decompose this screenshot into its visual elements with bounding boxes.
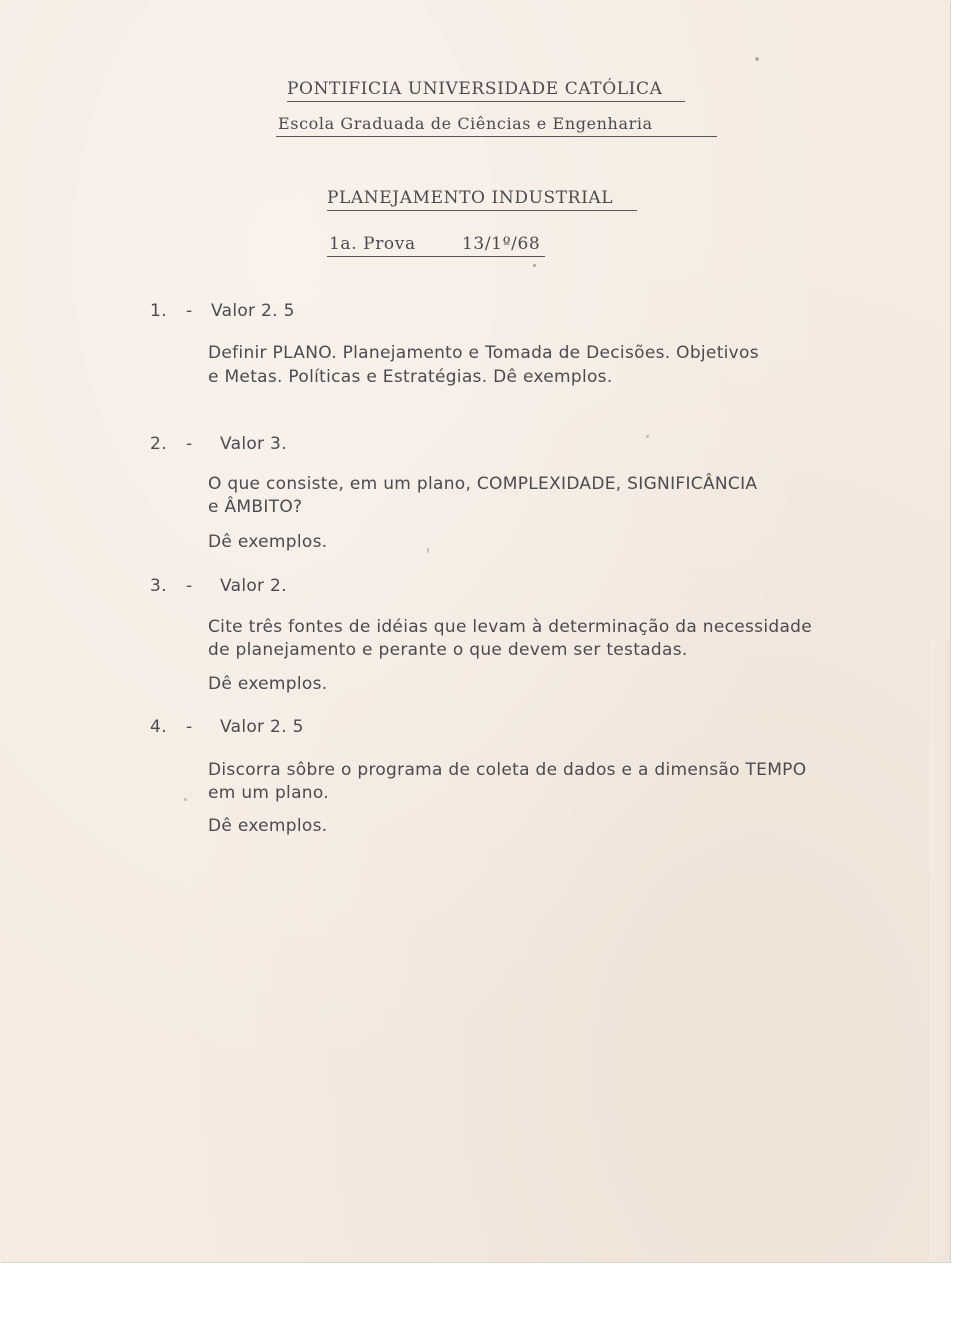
university-name: PONTIFICIA UNIVERSIDADE CATÓLICA bbox=[287, 79, 663, 99]
question-1-value: Valor 2. 5 bbox=[211, 301, 295, 321]
university-underline bbox=[287, 101, 685, 102]
exam-label: 1a. Prova bbox=[329, 234, 416, 254]
school-name: Escola Graduada de Ciências e Engenharia bbox=[278, 114, 653, 133]
question-4-line-2: em um plano. bbox=[208, 783, 329, 803]
question-3-line-2: de planejamento e perante o que devem ser testadas. bbox=[208, 640, 688, 660]
question-2-line-2: e ÂMBITO? bbox=[208, 497, 303, 517]
question-2-examples: Dê exemplos. bbox=[208, 532, 328, 552]
question-2-dash: - bbox=[186, 434, 193, 454]
question-4-line-1: Discorra sôbre o programa de coleta de dados e a dimensão TEMPO bbox=[208, 760, 807, 780]
question-4-examples: Dê exemplos. bbox=[208, 816, 328, 836]
question-1-dash: - bbox=[186, 301, 193, 321]
question-4-dash: - bbox=[186, 717, 193, 737]
school-underline bbox=[276, 136, 717, 137]
paper-edge bbox=[930, 640, 950, 1260]
course-underline bbox=[327, 210, 637, 211]
question-3-dash: - bbox=[186, 576, 193, 596]
question-3-value: Valor 2. bbox=[220, 576, 287, 596]
paper-speck bbox=[427, 548, 429, 553]
question-1-line-1: Definir PLANO. Planejamento e Tomada de Decisões. Objetivos bbox=[208, 343, 759, 363]
paper-speck bbox=[646, 435, 649, 438]
question-3-line-1: Cite três fontes de idéias que levam à determinação da necessidade bbox=[208, 617, 813, 637]
question-2-line-1: O que consiste, em um plano, COMPLEXIDADE, SIGNIFICÂNCIA bbox=[208, 474, 758, 494]
paper-speck bbox=[533, 264, 536, 267]
paper-speck bbox=[184, 798, 187, 801]
question-2-number: 2. bbox=[150, 434, 167, 454]
question-1-line-2: e Metas. Políticas e Estratégias. Dê exemplos. bbox=[208, 367, 613, 387]
question-2-value: Valor 3. bbox=[220, 434, 287, 454]
paper-speck bbox=[755, 57, 759, 61]
exam-underline bbox=[327, 256, 545, 257]
question-4-number: 4. bbox=[150, 717, 167, 737]
question-1-number: 1. bbox=[150, 301, 167, 321]
exam-date: 13/1º/68 bbox=[462, 234, 541, 254]
question-4-value: Valor 2. 5 bbox=[220, 717, 304, 737]
question-3-examples: Dê exemplos. bbox=[208, 674, 328, 694]
question-3-number: 3. bbox=[150, 576, 167, 596]
course-title: PLANEJAMENTO INDUSTRIAL bbox=[327, 188, 614, 208]
